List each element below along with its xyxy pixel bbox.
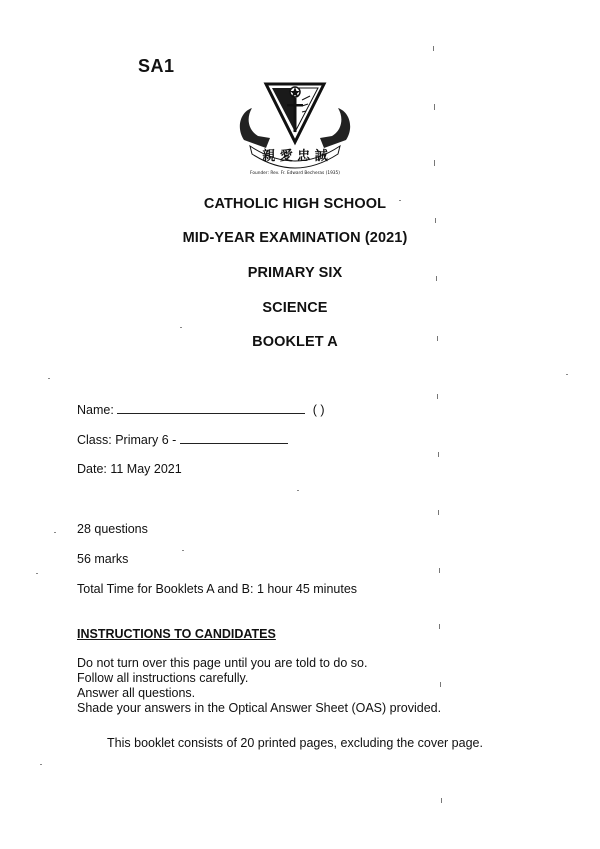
scan-speck — [399, 200, 401, 201]
scan-mark — [438, 510, 439, 515]
name-label: Name: — [77, 403, 114, 417]
scan-speck — [566, 374, 568, 375]
total-marks: 56 marks — [77, 552, 129, 566]
class-label: Class: Primary 6 - — [77, 433, 177, 447]
level-title: PRIMARY SIX — [247, 265, 343, 281]
class-blank-line — [180, 432, 288, 444]
crest-founder-label: Founder: Rev. Fr. Edward Becheras (1935) — [250, 171, 340, 176]
class-field — [77, 432, 288, 447]
name-blank-line — [117, 402, 305, 414]
scan-speck — [48, 378, 50, 379]
scan-speck — [182, 550, 184, 551]
scan-mark — [438, 452, 439, 457]
name-field — [77, 402, 325, 417]
total-time: Total Time for Booklets A and B: 1 hour 45 minutes — [77, 582, 358, 596]
scan-mark — [439, 624, 440, 629]
instructions-heading: INSTRUCTIONS TO CANDIDATES — [77, 627, 276, 641]
scan-mark — [440, 682, 441, 687]
scan-mark — [437, 394, 438, 399]
scan-speck — [54, 532, 56, 533]
school-name: CATHOLIC HIGH SCHOOL — [203, 196, 387, 212]
exam-title: MID-YEAR EXAMINATION (2021) — [182, 230, 408, 246]
scan-mark — [437, 336, 438, 341]
instruction-item: Do not turn over this page until you are told to do so. — [77, 656, 368, 670]
scan-speck — [36, 573, 38, 574]
paper-tag: SA1 — [138, 56, 175, 76]
instruction-item: Follow all instructions carefully. — [77, 671, 249, 685]
instructions-list — [77, 656, 441, 716]
scan-mark — [441, 798, 442, 803]
date-field: Date: 11 May 2021 — [77, 462, 182, 476]
school-crest-logo — [230, 78, 360, 178]
scan-mark — [435, 218, 436, 223]
scan-speck — [40, 764, 42, 765]
instruction-item: Shade your answers in the Optical Answer Sheet (OAS) provided. — [77, 701, 442, 715]
scan-mark — [434, 160, 435, 166]
instruction-item: Answer all questions. — [77, 686, 196, 700]
scan-mark — [434, 104, 435, 110]
booklet-title: BOOKLET A — [252, 334, 338, 350]
subject-title: SCIENCE — [262, 300, 328, 316]
scan-mark — [433, 46, 434, 51]
register-number-brackets: ( ) — [312, 403, 325, 417]
question-count: 28 questions — [77, 522, 148, 536]
page-count-note: This booklet consists of 20 printed pages, excluding the cover page. — [107, 736, 483, 750]
scan-speck — [297, 490, 299, 491]
crest-characters: 親 愛 忠 誠 — [262, 149, 328, 164]
scan-mark — [439, 568, 440, 573]
scan-mark — [436, 276, 437, 281]
scan-speck — [180, 327, 182, 328]
